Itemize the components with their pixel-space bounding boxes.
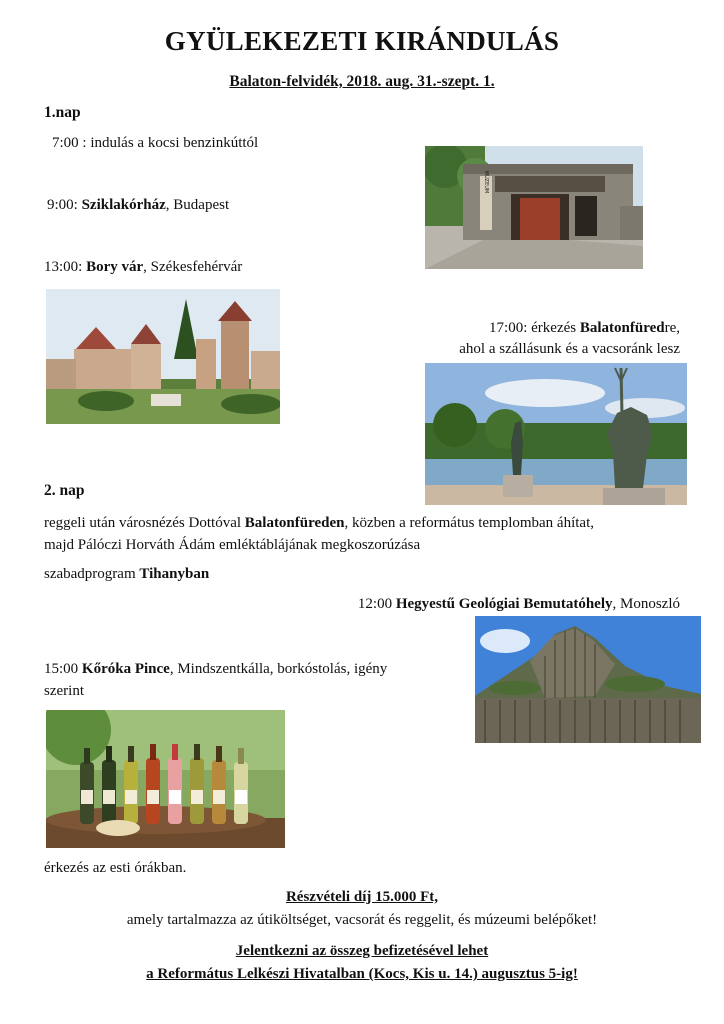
schedule-item-start: [52, 135, 258, 152]
arrival-text: érkezés az esti órákban.: [44, 860, 187, 876]
day2-heading: 2. nap: [44, 482, 85, 499]
text-part: , közben a református templomban áhítat,: [344, 515, 594, 531]
text-part: szabadprogram: [44, 566, 140, 582]
schedule-item-balatonfured: [459, 320, 680, 358]
text-line2: majd Pálóczi Horváth Ádám emléktáblájának megkoszorúzása: [44, 537, 421, 553]
fee-line1: Részvételi díj 15.000 Ft,: [285, 889, 439, 905]
item-rest: , Mindszentkálla, borkóstolás, igény: [169, 661, 388, 677]
item-time: 15:00: [44, 661, 82, 677]
text-part: reggeli után városnézés Dottóval: [44, 515, 245, 531]
day1-heading: 1.nap: [44, 104, 81, 121]
museum-entrance-photo: [425, 146, 643, 269]
item-rest: , Székesfehérvár: [143, 259, 243, 275]
item-time: 17:00: érkezés: [489, 320, 580, 336]
registration-line1: [0, 943, 724, 960]
item-rest: re,: [664, 320, 680, 336]
day2-koroka-pince: [44, 658, 387, 702]
item-place: Bory vár: [86, 259, 144, 275]
museum-sign-text: MÚZEUM: [483, 170, 489, 194]
day2-free-program: [44, 566, 209, 583]
page-subtitle: Balaton-felvidék, 2018. aug. 31.-szept. 1.: [229, 73, 495, 90]
item-place: Balatonfüreden: [244, 515, 345, 531]
item-place: Hegyestű Geológiai Bemutatóhely: [395, 596, 613, 612]
register-line2: a Református Lelkészi Hivatalban (Kocs, Kis u. 14.) augusztus 5-ig!: [146, 966, 578, 982]
fee-heading: [0, 889, 724, 906]
page-title: GYÜLEKEZETI KIRÁNDULÁS: [164, 26, 560, 56]
fee-description: amely tartalmazza az útiköltséget, vacsorát és reggelit, és múzeumi belépőket!: [126, 912, 598, 928]
item-time: 13:00:: [44, 259, 87, 275]
balatonfured-lakeshore-photo: [425, 363, 687, 505]
item-line2: ahol a szállásunk és a vacsoránk lesz: [459, 341, 680, 357]
schedule-item-sziklakorhaz: [47, 197, 229, 214]
item-place: Sziklakórház: [81, 197, 166, 213]
text-line2: szerint: [44, 683, 84, 699]
hegyestu-basalt-photo: [475, 616, 701, 743]
registration-line2: [0, 966, 724, 983]
bory-castle-photo: [46, 289, 280, 424]
wine-tasting-photo: [46, 710, 285, 848]
item-time: 9:00:: [47, 197, 82, 213]
schedule-item-bory-var: [44, 259, 242, 276]
register-line1: Jelentkezni az összeg befizetésével lehet: [235, 943, 489, 959]
item-rest: , Budapest: [165, 197, 230, 213]
item-text: : indulás a kocsi benzinkúttól: [78, 135, 259, 151]
item-time: 12:00: [357, 596, 396, 612]
item-place: Tihanyban: [139, 566, 210, 582]
item-time: 7:00: [52, 135, 79, 151]
item-rest: , Monoszló: [612, 596, 680, 612]
item-place: Kőróka Pince: [81, 661, 170, 677]
item-place: Balatonfüred: [579, 320, 665, 336]
day2-city-tour: [44, 512, 594, 556]
day2-hegyestu: [358, 596, 680, 613]
